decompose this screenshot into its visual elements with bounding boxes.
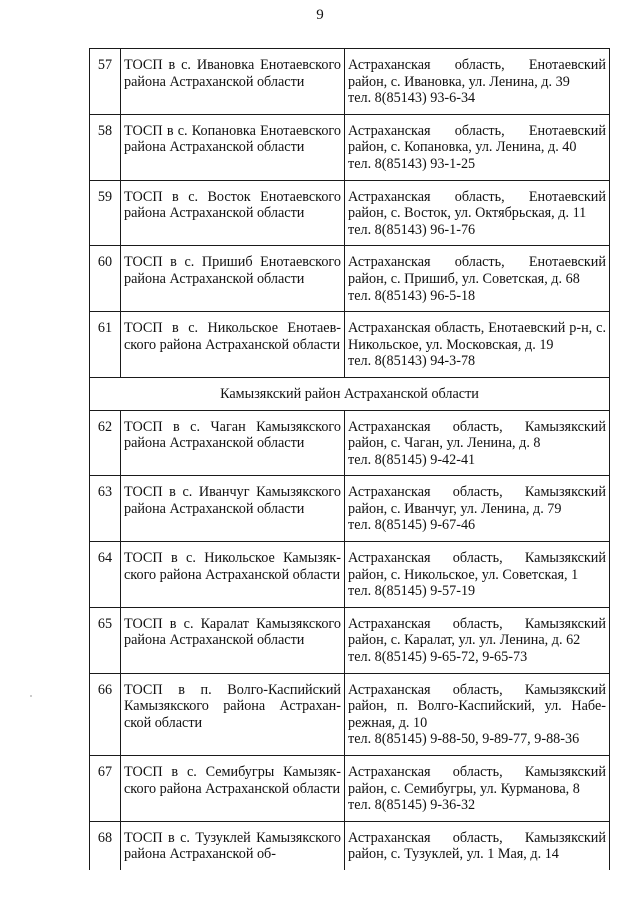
branch-name: ТОСП в с. Копановка Енотаевского района Астраханской области [121, 114, 345, 180]
table-row [90, 673, 610, 755]
branch-contacts [345, 607, 610, 673]
table-row [90, 756, 610, 822]
branch-contacts [345, 821, 610, 870]
table-row [90, 180, 610, 246]
page-number: 9 [316, 7, 324, 23]
branch-table-section-divider [90, 377, 610, 410]
row-number: 63 [90, 476, 121, 542]
branch-name: ТОСП в с. Никольское Енотаевского района Астраханской области [121, 312, 345, 378]
branch-name: ТОСП в с. Никольское Камызякского района Астраханской области [121, 542, 345, 608]
branch-contacts [345, 756, 610, 822]
table-row [90, 410, 610, 476]
table-row [90, 607, 610, 673]
table-row [90, 476, 610, 542]
branch-name: ТОСП в с. Пришиб Енотаевского района Астраханской области [121, 246, 345, 312]
branch-phone: тел. 8(85145) 9-36-32 [348, 797, 476, 814]
branch-address: Астраханская область, Енотаевский р-н, с. Никольское, ул. Московская, д. 19 [348, 320, 606, 353]
table-row [90, 821, 610, 870]
branch-phone: тел. 8(85143) 96-5-18 [348, 287, 476, 304]
branch-name: ТОСП в с. Иванчуг Камызякского района Астраханской области [121, 476, 345, 542]
row-number: 68 [90, 821, 121, 870]
row-number: 60 [90, 246, 121, 312]
branch-phone: тел. 8(85145) 9-57-19 [348, 583, 476, 600]
branch-name: ТОСП в с. Восток Енотаевского района Астраханской области [121, 180, 345, 246]
table-row [90, 542, 610, 608]
branch-address: Астраханская область, Камызякский район, с. Каралат, ул. ул. Ленина, д. 62 [348, 615, 606, 649]
branch-contacts [345, 312, 610, 378]
branch-phone: тел. 8(85143) 93-1-25 [348, 155, 476, 172]
row-number: 66 [90, 673, 121, 755]
section-heading: Камызякский район Астраханской области [90, 377, 610, 410]
branch-contacts [345, 49, 610, 115]
branch-address: Астраханская область, Камызякский район, с. Семибугры, ул. Курманова, 8 [348, 764, 606, 797]
branch-contacts [345, 246, 610, 312]
branch-address: Астраханская область, Енотаевский район, с. Пришиб, ул. Советская, д. 68 [348, 254, 606, 287]
branch-name: ТОСП в с. Чаган Камызякского района Астраханской области [121, 410, 345, 476]
branch-address: Астраханская область, Енотаевский район, с. Восток, ул. Октябрьская, д. 11 [348, 188, 606, 222]
margin-mark [30, 695, 32, 697]
row-number: 57 [90, 49, 121, 115]
table-row [90, 114, 610, 180]
branch-name: ТОСП в с. Ивановка Енотаевского района Астраханской области [121, 49, 345, 115]
row-number: 61 [90, 312, 121, 378]
branch-address: Астраханская область, Енотаевский район, с. Копановка, ул. Ленина, д. 40 [348, 122, 606, 156]
section-heading-row [90, 377, 610, 410]
branch-table-section-enotaevsky [90, 49, 610, 378]
row-number: 59 [90, 180, 121, 246]
branch-table-section-kamyzyaksky [90, 410, 610, 870]
branch-address: Астраханская область, Камызякский район, с. Никольское, ул. Советская, 1 [348, 550, 606, 583]
branch-address: Астраханская область, Камызякский район, с. Иванчуг, ул. Ленина, д. 79 [348, 484, 606, 517]
branch-address: Астраханская область, Камызякский район, п. Волго-Каспийский, ул. Набережная, д. 10 [348, 681, 606, 731]
branch-phone: тел. 8(85145) 9-42-41 [348, 451, 476, 468]
branch-contacts [345, 410, 610, 476]
branch-name: ТОСП в с. Тузуклей Камызякского района Астраханской об- [121, 821, 345, 870]
row-number: 67 [90, 756, 121, 822]
branch-contacts [345, 476, 610, 542]
table-row [90, 49, 610, 115]
branch-address: Астраханская область, Камызякский район, с. Тузуклей, ул. 1 Мая, д. 14 [348, 829, 606, 863]
row-number: 64 [90, 542, 121, 608]
branch-contacts [345, 542, 610, 608]
branch-phone: тел. 8(85145) 9-65-72, 9-65-73 [348, 649, 528, 666]
branch-phone: тел. 8(85145) 9-67-46 [348, 517, 476, 534]
branch-name: ТОСП в п. Волго-Каспийский Камызякского района Астраханской области [121, 673, 345, 755]
row-number: 62 [90, 410, 121, 476]
branch-contacts [345, 180, 610, 246]
branch-phone: тел. 8(85143) 96-1-76 [348, 221, 476, 238]
branch-table [89, 48, 610, 870]
branch-contacts [345, 673, 610, 755]
table-row [90, 246, 610, 312]
branch-name: ТОСП в с. Каралат Камызякского района Астраханской области [121, 607, 345, 673]
branch-address: Астраханская область, Енотаевский район, с. Ивановка, ул. Ленина, д. 39 [348, 57, 606, 90]
branch-phone: тел. 8(85145) 9-88-50, 9-89-77, 9-88-36 [348, 731, 580, 748]
branch-phone: тел. 8(85143) 93-6-34 [348, 90, 476, 107]
branch-address: Астраханская область, Камызякский район, с. Чаган, ул. Ленина, д. 8 [348, 418, 606, 452]
branch-contacts [345, 114, 610, 180]
table-row [90, 312, 610, 378]
row-number: 58 [90, 114, 121, 180]
branch-phone: тел. 8(85143) 94-3-78 [348, 353, 476, 370]
row-number: 65 [90, 607, 121, 673]
branch-name: ТОСП в с. Семибугры Камызякского района Астраханской области [121, 756, 345, 822]
